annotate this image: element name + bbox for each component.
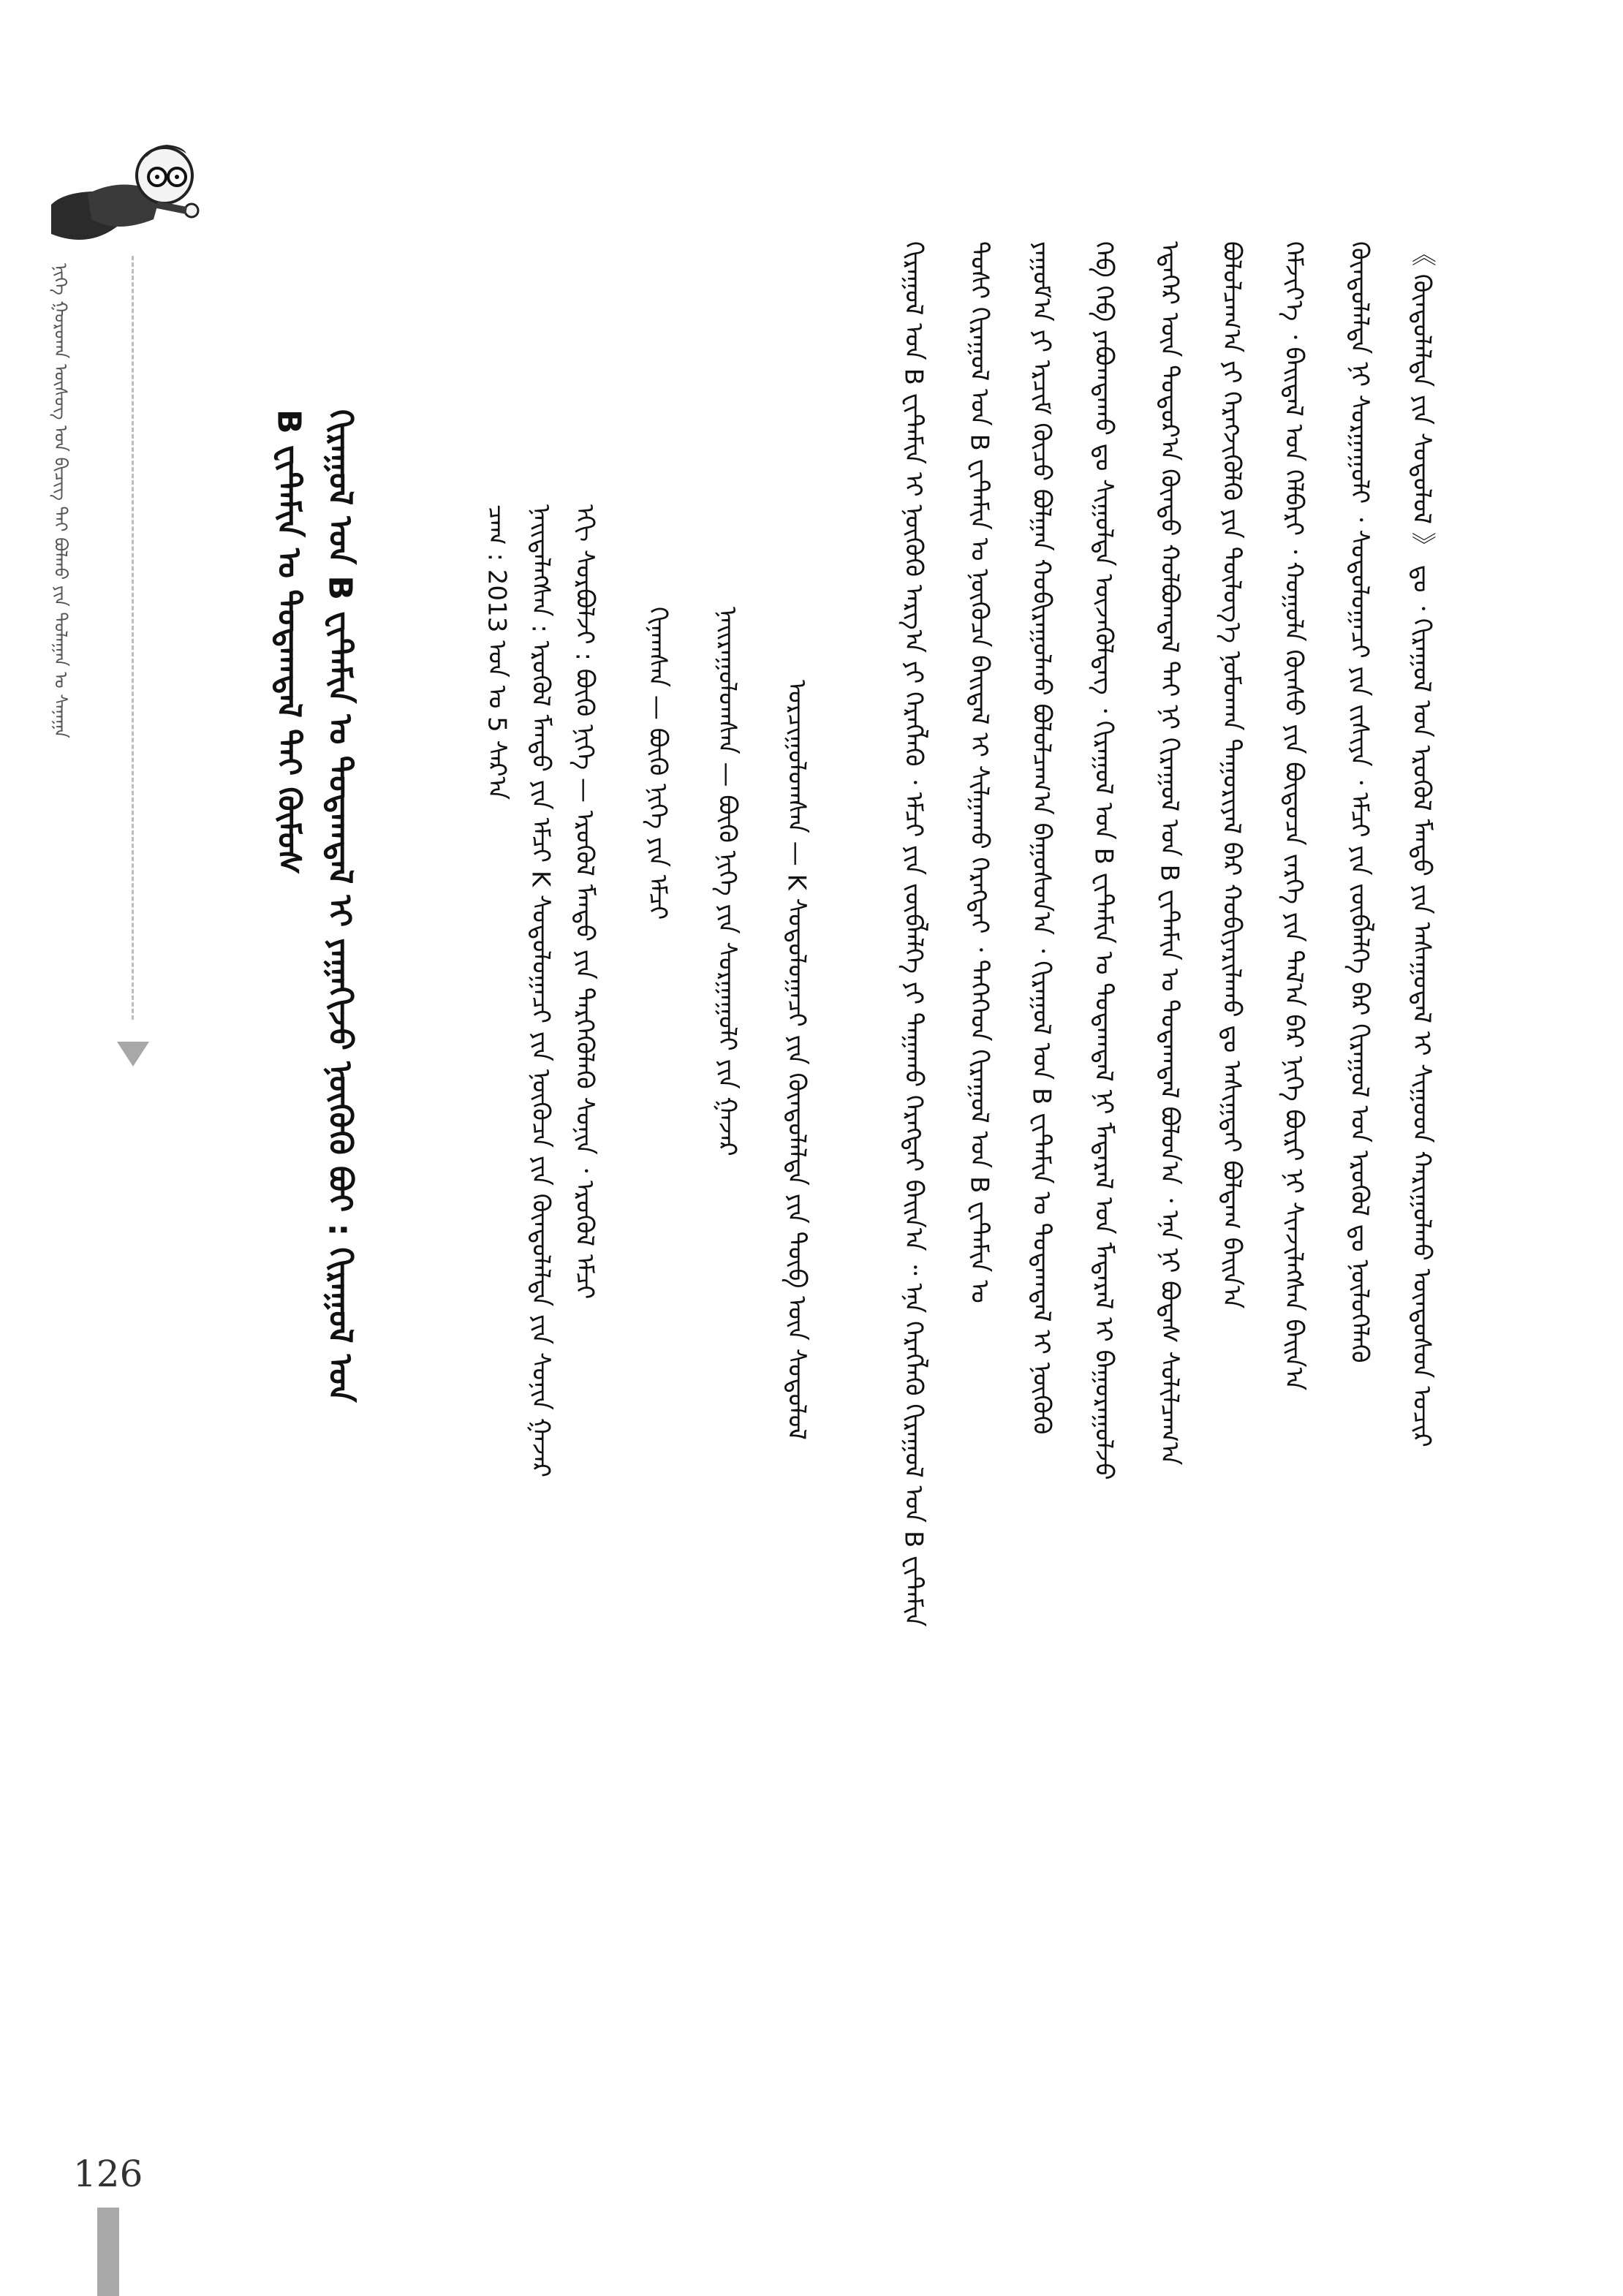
page-number: 126 [73, 2153, 143, 2195]
credit-line-reviewer: ᠬᠢᠨᠠᠭᠰᠠᠨ — ᠪᠦᠬᠦ ᠨᠢᠭᠡ ᠶᠢᠨ ᠡᠮᠴᠢ [643, 607, 673, 920]
credit-line-editor: ᠨᠠᠢᠷᠠᠭᠤᠯᠤᠭᠰᠠᠨ — ᠪᠦᠬᠦ ᠨᠢᠭᠡ ᠶᠢᠨ ᠰᠤᠷᠭᠠᠭᠤᠯᠢ ᠶᠢᠨ ᠭᠠᠵᠠᠷ [712, 607, 742, 1156]
body-column: ᠬᠦᠨᠳᠦᠯᠡᠯᠲᠡ ᠨᠢ ᠰᠤᠷᠭᠠᠭᠤᠯᠢ ᠂ ᠰᠤᠳᠤᠯᠤᠭᠠᠴᠢ ᠶᠢᠨ ᠵᠢᠱᠢᠶᠡ ᠂ ᠡᠮᠴᠢ ᠶᠢᠨ ᠵᠥᠪᠯᠡᠯᠭᠡ ᠪᠠᠷ ᠬᠢᠷᠠᠭᠤᠯ ᠤᠨ ᠡᠷᠦᠬᠦᠯ ᠳᠤ ᠨᠥᠯᠦᠭᠡᠯᠡᠬᠦ [1344, 241, 1374, 1363]
credit-line-date: ᠴᠠᠭ : 2013 ᠣᠨ ᠤ 5 ᠰᠠᠷ᠎ᠠ [482, 504, 512, 800]
section-heading-line-1: B ᠸᠢᠲ᠋ᠠᠮᠢᠨ ᠤ ᠳᠤᠲᠠᠭᠳᠠᠯ ᠲᠠᠢ ᠬᠦᠮᠦᠰ [270, 409, 308, 875]
body-column: ᠬᠢᠷᠠᠭᠤᠯ ᠤᠨ B ᠸᠢᠲ᠋ᠠᠮᠢᠨ ᠢ ᠨᠥᠬᠥᠬᠦ ᠠᠷᠭ᠎ᠠ ᠶᠢ ᠬᠡᠷᠡᠭᠯᠡᠬᠦ ᠂ ᠡᠮᠴᠢ ᠶᠢᠨ ᠵᠥᠪᠯᠡᠯᠭᠡ ᠶᠢ ᠳᠠᠭᠠᠬᠤ ᠬᠡᠷᠡᠭᠲᠡᠢ ᠪᠠᠢᠨ᠎ᠠ ᠃ ᠡᠨᠡ ᠬᠡᠷᠡᠭᠯᠡᠬᠦ ᠬᠢᠷᠠᠭᠤᠯ ᠤᠨ B ᠸᠢᠲ᠋ᠠᠮᠢᠨ [898, 241, 928, 1627]
section-heading-line-2: ᠬᠢᠷᠠᠭᠤᠯ ᠤᠨ B ᠸᠢᠲ᠋ᠠᠮᠢᠨ ᠤ ᠳᠤᠲᠠᠭᠳᠠᠯ ᠢ ᠶᠠᠭᠠᠬᠢᠵᠤ ᠨᠥᠬᠥᠬᠦ ᠪᠤᠢ : ᠬᠢᠷᠠᠭᠤᠯ ᠤᠨ [321, 409, 359, 1403]
header-dashed-rule [132, 256, 134, 1020]
body-column: ᠲᠤᠰᠢ ᠬᠢᠷᠠᠭᠤᠯ ᠤᠨ B ᠸᠢᠲ᠋ᠠᠮᠢᠨ ᠤ ᠨᠥᠬᠥᠴᠡ ᠪᠠᠢᠳᠠᠯ ᠢ ᠰᠢᠯᠭᠠᠬᠤ ᠬᠡᠷᠡᠭᠲᠡᠢ ᠂ ᠲᠡᠭᠡᠭᠡᠳ ᠬᠢᠷᠠᠭᠤᠯ ᠤᠨ B ᠸᠢᠲ᠋ᠠᠮᠢᠨ ᠤ [964, 241, 994, 1303]
body-column: ᠬᠡᠪ ᠬᠡᠪ ᠶᠠᠪᠤᠭᠳᠠᠬᠤ ᠳᠤ ᠰᠢᠭ᠋ᠦᠯᠲᠡ ᠦᠵᠡᠭᠦᠯᠳᠡᠭ ᠂ ᠬᠢᠷᠠᠭᠤᠯ ᠤᠨ B ᠸᠢᠲ᠋ᠠᠮᠢᠨ ᠤ ᠳᠤᠲᠠᠭᠳᠠᠯ ᠨᠢ ᠮᠡᠳᠡᠷᠡᠯ ᠤᠨ ᠮᠡᠳᠡᠷᠡᠯ ᠢ ᠪᠠᠭᠤᠷᠠᠭᠤᠯᠵᠤ [1089, 241, 1119, 1480]
body-column: 《 ᠬᠦᠨᠳᠦᠯᠡᠯᠲᠡ ᠶᠢᠨ ᠰᠣᠳᠤᠯᠤᠯ 》 ᠳᠤ ᠂ ᠬᠢᠷᠠᠭᠤᠯ ᠤᠨ ᠡᠷᠦᠬᠦᠯ ᠮᠡᠨᠳᠦ ᠶᠢᠨ ᠠᠰᠠᠭᠤᠳᠠᠯ ᠢ ᠰᠢᠭᠤᠳ ᠬᠠᠷᠢᠭᠤᠯᠬᠤ ᠦᠨᠳᠦᠰᠦᠨ ᠤᠴᠢᠷ [1407, 241, 1437, 1447]
body-column: ᠶᠠᠭᠤᠮ᠎ᠠ ᠶᠢ ᠡᠷᠴᠢᠮ ᠬᠦᠴᠦ ᠪᠣᠯᠭᠠᠨ ᠬᠤᠪᠢᠷᠠᠭᠤᠯᠬᠤ ᠪᠣᠯᠤᠯᠴᠠᠭ᠎ᠠ ᠪᠠᠭᠤᠰᠤᠨ᠎ᠠ ᠂ ᠬᠢᠷᠠᠭᠤᠯ ᠤᠨ B ᠸᠢᠲ᠋ᠠᠮᠢᠨ ᠤ ᠳᠤᠲᠠᠭᠳᠠᠯ ᠢ ᠨᠥᠬᠥᠬᠦ [1026, 241, 1056, 1435]
credit-line-origin: ᠡᠬᠢ ᠰᠤᠷᠪᠤᠯᠵᠢ : ᠪᠦᠬᠦ ᠨᠢᠭᠡ — ᠡᠷᠦᠬᠦᠯ ᠮᠡᠨᠳᠦ ᠶᠢᠨ ᠲᠡᠷᠭᠡᠭᠦᠯᠡᠬᠦ ᠰᠣᠨᠢᠨ ᠂ ᠡᠷᠦᠬᠦᠯ ᠡᠮᠴᠢ [570, 504, 599, 1300]
triangle-down-icon [117, 1042, 149, 1066]
body-column: ᠪᠣᠯᠤᠯᠴᠠᠭ᠎ᠠ ᠶᠢ ᠬᠡᠷᠡᠭᠵᠢᠭᠦᠯᠬᠦ ᠶᠢᠨ ᠲᠥᠯᠥᠭ᠎ᠡ ᠨᠣᠮᠤᠬᠠᠨ ᠳᠠᠭᠤᠷᠢᠶᠠᠯ ᠪᠠᠷ ᠬᠤᠪᠢᠶᠠᠷᠢᠯᠠᠬᠤ ᠳᠤ ᠠᠰᠢᠭ᠋ᠲᠠᠢ ᠪᠣᠯᠳᠠᠭ ᠪᠠᠢᠨ᠎ᠠ [1217, 241, 1246, 1309]
flying-doctor-mascot-icon [37, 124, 201, 252]
side-tab [97, 2208, 119, 2296]
body-column: ᠡᠳᠡᠭᠡᠷ ᠦᠨ ᠳᠣᠲᠣᠷ᠎ᠠ ᠬᠦᠨᠳᠦ ᠬᠣᠯᠪᠣᠭᠳᠠᠯ ᠲᠠᠢ ᠨᠢ ᠬᠢᠷᠠᠭᠤᠯ ᠤᠨ B ᠸᠢᠲ᠋ᠠᠮᠢᠨ ᠤ ᠳᠤᠲᠠᠭᠳᠠᠯ ᠪᠣᠯᠤᠨ᠎ᠠ ᠂ ᠡᠨᠡ ᠨᠢ ᠪᠣᠳᠠᠰ ᠰᠣᠯᠢᠯᠴᠠᠭ᠎ᠠ [1154, 241, 1184, 1466]
body-column: ᠬᠡᠮᠵᠢᠶ᠎ᠡ ᠂ ᠪᠠᠢᠳᠠᠯ ᠤᠨ ᠬᠡᠯᠪᠡᠷᠢ ᠂ ᠬᠤᠭᠤᠯᠠ ᠬᠦᠨᠰᠦ ᠶᠢᠨ ᠪᠦᠲᠦᠴᠡ ᠵᠡᠷᠭᠡ ᠶᠢᠨ ᠲᠠᠯ᠎ᠠ ᠪᠠᠷ ᠨᠢᠭᠡ ᠪᠦᠷᠢ ᠨᠢ ᠰᠢᠨᠵᠢᠯᠡᠭᠰᠡᠨ ᠪᠠᠢᠨ᠎ᠠ [1279, 241, 1309, 1391]
credit-line-source: ᠨᠡᠢᠲᠡᠯᠡᠭᠰᠡᠨ : ᠡᠷᠦᠬᠦᠯ ᠮᠡᠨᠳᠦ ᠶᠢᠨ ᠡᠮᠴᠢ K ᠰᠤᠳᠤᠯᠤᠭᠠᠴᠢ ᠶᠢᠨ ᠨᠥᠬᠥᠴᠡ ᠶᠢᠨ ᠬᠦᠨᠳᠦᠯᠡᠯᠲᠡ ᠶᠢᠨ ᠰᠣᠨᠢᠨ ᠭᠠᠵᠠᠷ [526, 504, 556, 1477]
credit-line-author: ᠣᠷᠴᠢᠭᠤᠯᠤᠭᠰᠠᠨ — K ᠰᠤᠳᠤᠯᠤᠭᠠᠴᠢ ᠶᠢᠨ ᠬᠦᠨᠳᠦᠯᠡᠯᠲᠡ ᠶᠢᠨ ᠲᠦᠪ ᠦᠨ ᠰᠤᠳᠤᠯᠤᠯ [782, 680, 812, 1440]
running-header: ᠨᠢᠭᠡ ᠭᠣᠷᠤᠬᠠ ᠦᠰᠦᠭ᠌ ᠤᠨ ᠪᠢᠴᠢᠭ ᠲᠠᠢ ᠪᠣᠯᠬᠣ ᠶᠢᠨ ᠳᠤᠯᠠᠭᠠᠨ ᠤ ᠰᠠᠨᠠᠭᠠ [50, 263, 71, 738]
